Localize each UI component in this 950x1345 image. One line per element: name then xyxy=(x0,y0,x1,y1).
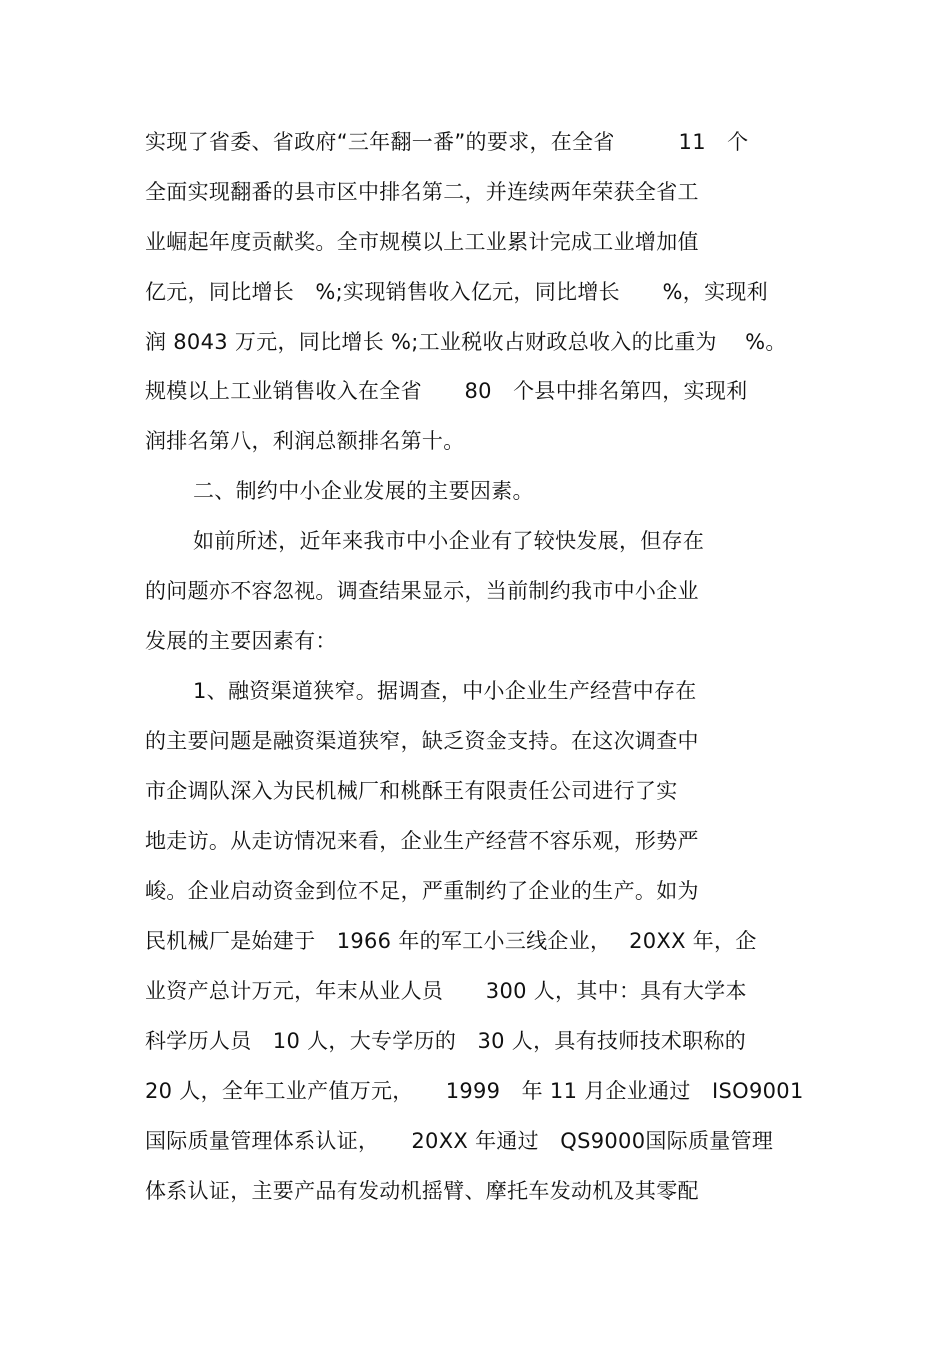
text-line: 的主要问题是融资渠道狭窄，缺乏资金支持。在这次调查中 xyxy=(145,729,699,753)
text-line: 20 人，全年工业产值万元， 1999 年 11 月企业通过 ISO9001 xyxy=(145,1079,804,1103)
text-line: 发展的主要因素有： xyxy=(145,629,337,653)
section-heading: 二、制约中小企业发展的主要因素。 xyxy=(193,479,534,503)
text-line: 民机械厂是始建于 1966 年的军工小三线企业， 20XX 年，企 xyxy=(145,929,757,953)
text-line: 的问题亦不容忽视。调查结果显示，当前制约我市中小企业 xyxy=(145,579,699,603)
text-line: 润 8043 万元，同比增长 %;工业税收占财政总收入的比重为 %。 xyxy=(145,330,787,354)
text-line: 体系认证，主要产品有发动机摇臂、摩托车发动机及其零配 xyxy=(145,1179,699,1203)
text-line: 科学历人员 10 人，大专学历的 30 人，具有技师技术职称的 xyxy=(145,1029,747,1053)
text-line: 峻。企业启动资金到位不足，严重制约了企业的生产。如为 xyxy=(145,879,699,903)
text-line: 地走访。从走访情况来看，企业生产经营不容乐观，形势严 xyxy=(145,829,699,853)
text-line: 业崛起年度贡献奖。全市规模以上工业累计完成工业增加值 xyxy=(145,230,699,254)
text-line: 业资产总计万元，年末从业人员 300 人，其中：具有大学本 xyxy=(145,979,747,1003)
text-line: 市企调队深入为民机械厂和桃酥王有限责任公司进行了实 xyxy=(145,779,678,803)
text-line: 1、融资渠道狭窄。据调查，中小企业生产经营中存在 xyxy=(193,679,697,703)
text-line: 国际质量管理体系认证， 20XX 年通过 QS9000国际质量管理 xyxy=(145,1129,774,1153)
text-line: 如前所述，近年来我市中小企业有了较快发展，但存在 xyxy=(193,529,705,553)
text-line: 亿元，同比增长 %;实现销售收入亿元，同比增长 %，实现利 xyxy=(145,280,768,304)
text-line: 全面实现翻番的县市区中排名第二，并连续两年荣获全省工 xyxy=(145,180,699,204)
text-line: 规模以上工业销售收入在全省 80 个县中排名第四，实现利 xyxy=(145,379,748,403)
text-line: 润排名第八，利润总额排名第十。 xyxy=(145,429,465,453)
text-line: 实现了省委、省政府“三年翻一番”的要求，在全省 11 个 xyxy=(145,130,749,154)
